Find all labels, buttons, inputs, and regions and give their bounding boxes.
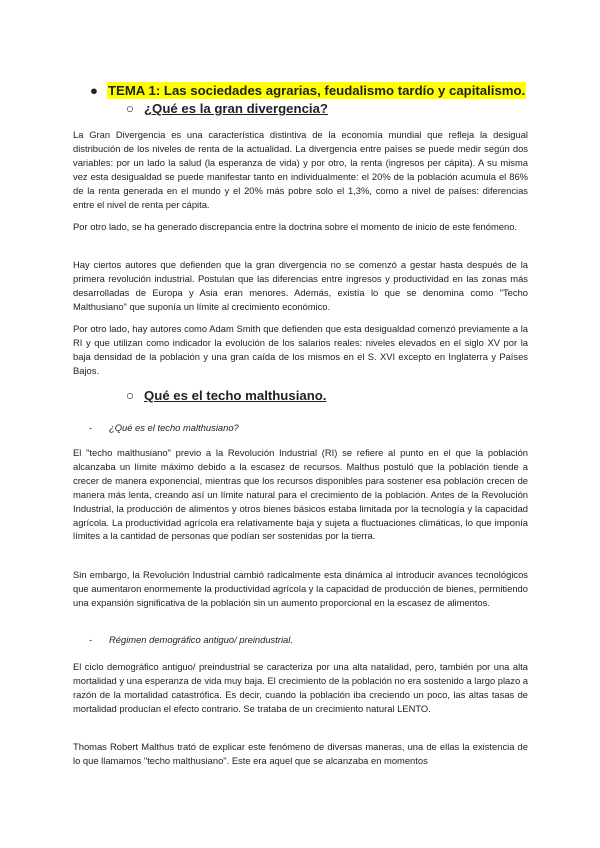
paragraph: La Gran Divergencia es una característica distintiva de la economía mundial que refleja la desigual distribución de los niveles de renta de la actualidad. La divergencia entre países se puede medir según dos variables: por un lado la salud (la esperanza de vida) y por otro, la renta (ingresos per cápita). A su misma vez esta desigualdad se puede manifestar tanto en individualmente: el 20% de la población acumula el 86% de la renta generada en el mundo y el 20% más pobre solo el 1,3%, como a nivel de países: diferencias entre el nivel de renta per cápita. [73,129,528,210]
topic-title [90,83,526,99]
dash-item-techo [89,421,239,435]
paragraph: Sin embargo, la Revolución Industrial cambió radicalmente esta dinámica al introducir avances tecnológicos que aumentaron enormemente la productividad agrícola y la capacidad de producción de bienes, permitiendo una expansión significativa de la población sin un aumento proporcional en la escasez de alimentos. [73,569,528,608]
subheading-techo-malthusiano [126,388,326,404]
subheading-text: Qué es el techo malthusiano. [144,388,327,403]
paragraph: Por otro lado, se ha generado discrepancia entre la doctrina sobre el momento de inicio de este fenómeno. [73,221,518,232]
title-bullet-icon: ● [90,83,98,98]
paragraph: El ciclo demográfico antiguo/ preindustrial se caracteriza por una alta natalidad, pero, también por una alta mortalidad y una esperanza de vida muy baja. El crecimiento de la población no era sostenido a largo plazo a razón de la mortalidad catastrófica. Es decir, cuando la población iba creciendo un poco, las altas tasas de mortalidad producían el efecto contrario. Se trataba de un crecimiento natural LENTO. [73,661,528,714]
dash-item-regimen [89,633,293,647]
dash-item-text: ¿Qué es el techo malthusiano? [109,422,239,433]
paragraph: Thomas Robert Malthus trató de explicar este fenómeno de diversas maneras, una de ellas la existencia de lo que llamamos "techo malthusiano". Este era aquel que se alcanzaba en momentos [73,741,528,766]
paragraph: Hay ciertos autores que defienden que la gran divergencia no se comenzó a gestar hasta después de la primera revolución industrial. Postulan que las diferencias entre ingresos y productividad en las zonas más desarrolladas de Europa y Asia eran menores. Además, existía lo que se denomina como "Techo Malthusiano" que suponía un límite al crecimiento económico. [73,259,528,312]
dash-bullet: - [89,422,93,433]
paragraph: Por otro lado, hay autores como Adam Smith que defienden que esta desigualdad comenzó previamente a la RI y que utilizan como indicador la evolución de los salarios reales: niveles elevados en el siglo XV por la baja densidad de la población y una gran caída de los mismos en el S. XVI excepto en Inglaterra y Países Bajos. [73,323,528,376]
subheading-bullet-icon: ○ [126,101,134,116]
dash-item-text: Régimen demográfico antiguo/ preindustrial. [109,634,293,645]
subheading-gran-divergencia [126,101,328,117]
subheading-text: ¿Qué es la gran divergencia? [144,101,328,116]
subheading-bullet-icon: ○ [126,388,134,403]
paragraph: El "techo malthusiano" previo a la Revolución Industrial (RI) se refiere al punto en el que la población alcanzaba un límite máximo debido a la escasez de recursos. Malthus postuló que la población tiende a crecer de manera exponencial, mientras que los recursos disponibles para sostener esa población crecen de manera más lenta, creando así un límite natural para el crecimiento de la población. Antes de la Revolución Industrial, la producción de alimentos y otros bienes básicos estaba limitada por la tecnología y la capacidad agrícola. La productividad agrícola era relativamente baja y sujeta a fluctuaciones climáticas, lo que imponía límites a la cantidad de personas que podían ser sostenidas por la tierra. [73,447,528,542]
title-text: TEMA 1: Las sociedades agrarias, feudalismo tardío y capitalismo. [107,83,526,98]
dash-bullet: - [89,634,93,645]
